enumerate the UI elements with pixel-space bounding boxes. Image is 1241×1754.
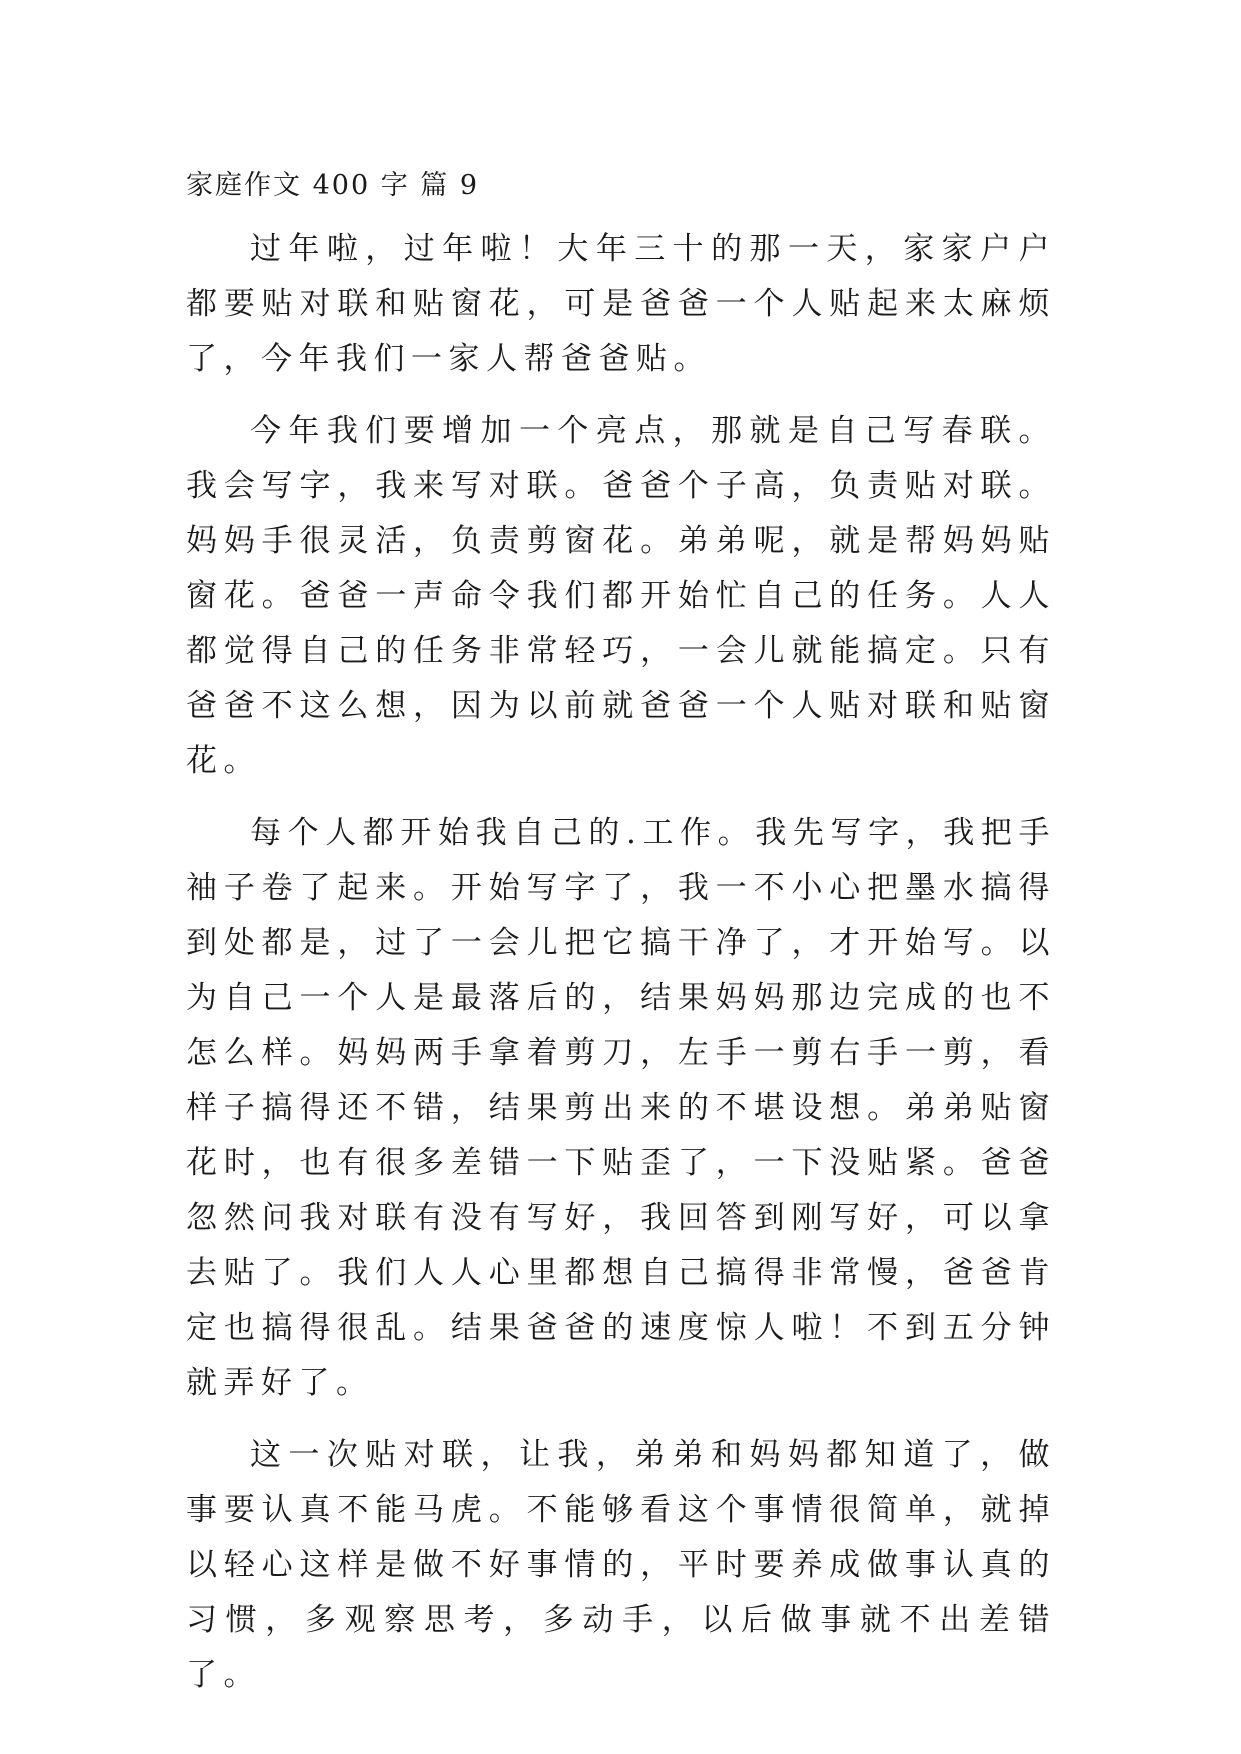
document-page — [186, 168, 1056, 1720]
paragraph-2: 今年我们要增加一个亮点，那就是自己写春联。我会写字，我来写对联。爸爸个子高，负责贴对联。妈妈手很灵活，负责剪窗花。弟弟呢，就是帮妈妈贴窗花。爸爸一声命令我们都开始忙自己的任务。人人都觉得自己的任务非常轻巧，一会儿就能搞定。只有爸爸不这么想，因为以前就爸爸一个人贴对联和贴窗花。 — [186, 413, 1056, 779]
paragraph-4: 这一次贴对联，让我，弟弟和妈妈都知道了，做事要认真不能马虎。不能够看这个事情很简单，就掉以轻心这样是做不好事情的，平时要养成做事认真的习惯，多观察思考，多动手，以后做事就不出差错了。 — [186, 1437, 1056, 1693]
paragraph-1: 过年啦，过年啦！大年三十的那一天，家家户户都要贴对联和贴窗花，可是爸爸一个人贴起来太麻烦了，今年我们一家人帮爸爸贴。 — [186, 231, 1056, 377]
paragraph-3: 每个人都开始我自己的.工作。我先写字，我把手袖子卷了起来。开始写字了，我一不小心把墨水搞得到处都是，过了一会儿把它搞干净了，才开始写。以为自己一个人是最落后的，结果妈妈那边完成的也不怎么样。妈妈两手拿着剪刀，左手一剪右手一剪，看样子搞得还不错，结果剪出来的不堪设想。弟弟贴窗花时，也有很多差错一下贴歪了，一下没贴紧。爸爸忽然问我对联有没有写好，我回答到刚写好，可以拿去贴了。我们人人心里都想自己搞得非常慢，爸爸肯定也搞得很乱。结果爸爸的速度惊人啦！不到五分钟就弄好了。 — [186, 815, 1056, 1401]
document-title: 家庭作文 400 字 篇 9 — [186, 170, 480, 201]
